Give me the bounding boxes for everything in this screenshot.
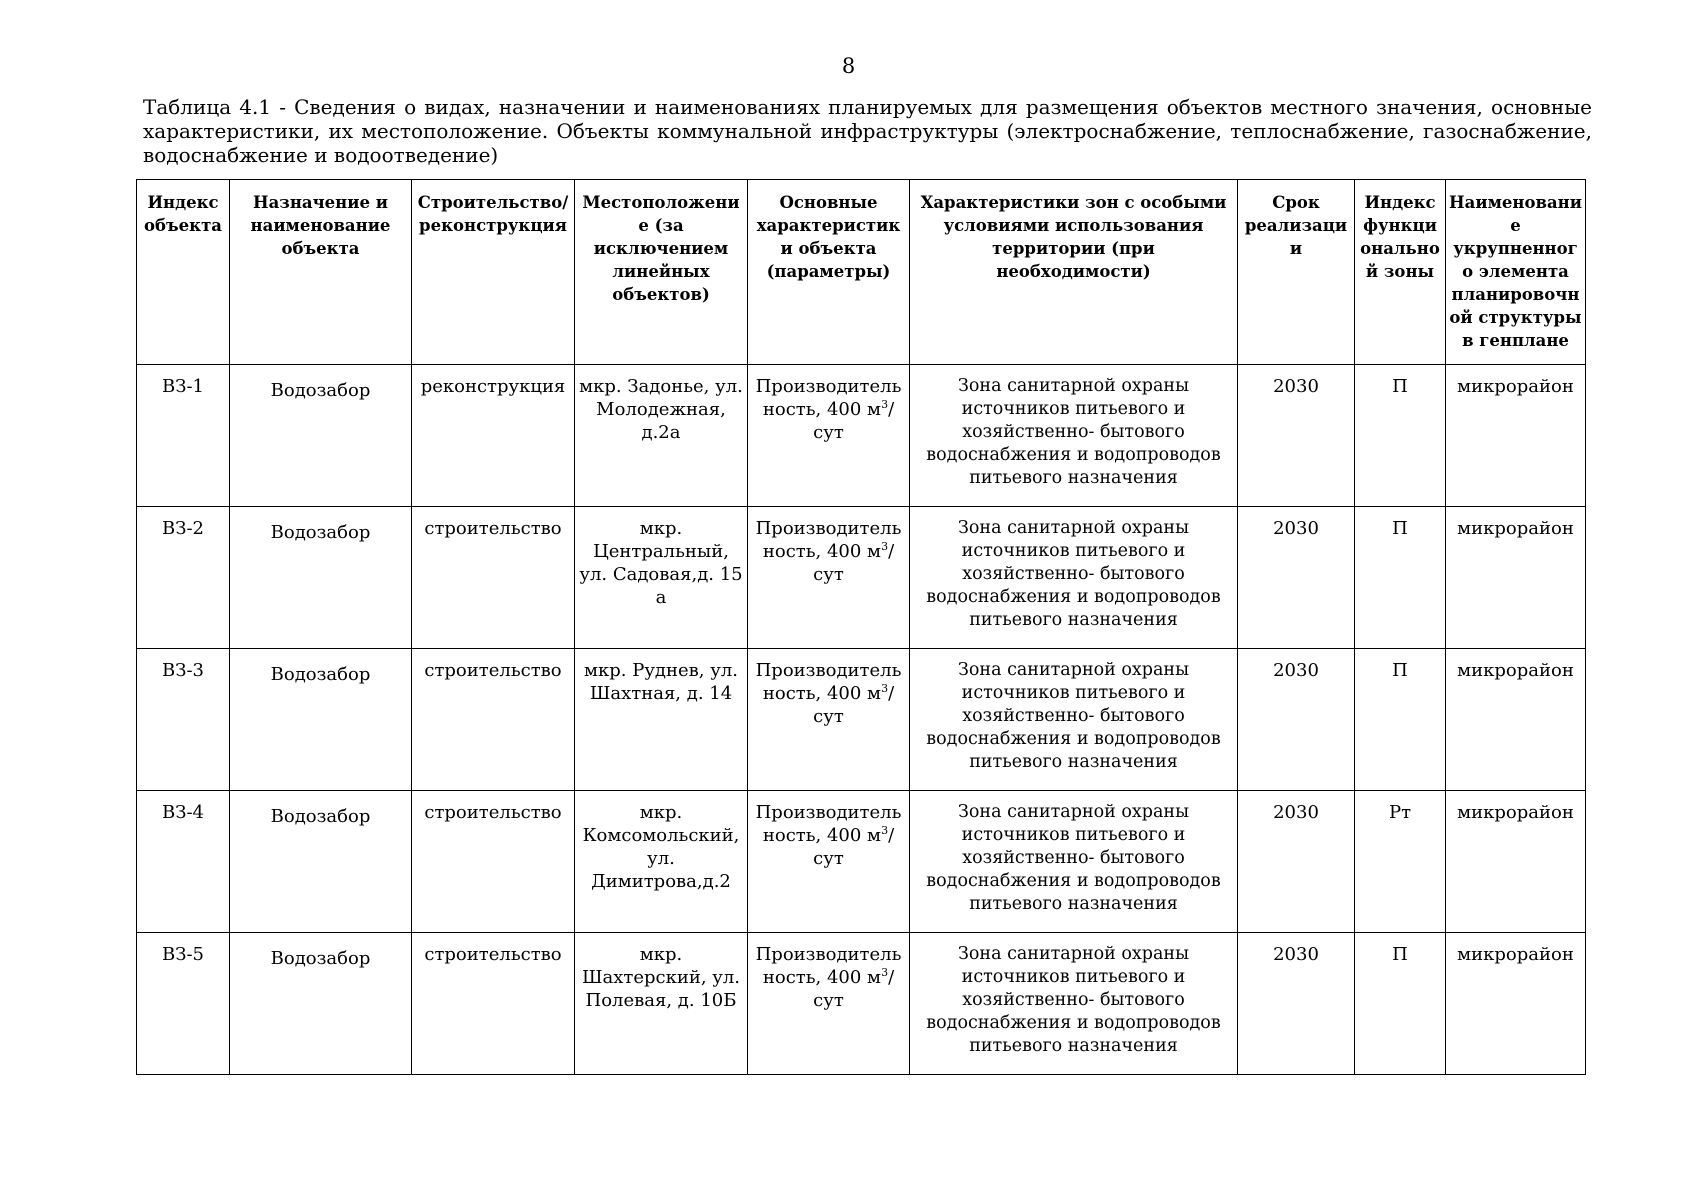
table-row [137,649,1586,791]
param-text: Производительность, 400 м [755,660,902,704]
header-planning-element: Наименовани е укрупненног о элемента планировочн ой структуры в генплане [1446,180,1586,365]
cell-construction-type: строительство [412,507,575,649]
cell-main-characteristics [748,933,910,1075]
cell-location: мкр. Шахтерский, ул. Полевая, д. 10Б [575,933,748,1075]
table-row [137,365,1586,507]
header-zone-characteristics: Характеристики зон с особыми условиями использования территории (при необходимости) [910,180,1238,365]
param-superscript: 3 [881,966,889,979]
cell-main-characteristics [748,791,910,933]
param-superscript: 3 [881,398,889,411]
header-main-characteristics: Основные характеристик и объекта (параметры) [748,180,910,365]
header-functional-zone-index: Индекс функци онально й зоны [1355,180,1446,365]
cell-zone-characteristics: Зона санитарной охраны источников питьевого и хозяйственно- бытового водоснабжения и водопроводов питьевого назначения [910,791,1238,933]
cell-zone-characteristics: Зона санитарной охраны источников питьевого и хозяйственно- бытового водоснабжения и водопроводов питьевого назначения [910,933,1238,1075]
header-construction-type: Строительство/ реконструкция [412,180,575,365]
cell-implementation-term: 2030 [1238,507,1355,649]
table-body [137,365,1586,1075]
cell-location: мкр. Комсомольский,ул. Димитрова,д.2 [575,791,748,933]
param-text: Производительность, 400 м [755,518,902,562]
header-object-name: Назначение и наименование объекта [230,180,412,365]
cell-main-characteristics [748,507,910,649]
cell-location: мкр. Задонье, ул. Молодежная, д.2а [575,365,748,507]
cell-construction-type: строительство [412,649,575,791]
cell-planning-element: микрорайон [1446,365,1586,507]
cell-implementation-term: 2030 [1238,365,1355,507]
cell-implementation-term: 2030 [1238,649,1355,791]
cell-functional-zone-index: Рт [1355,791,1446,933]
cell-construction-type: реконструкция [412,365,575,507]
cell-implementation-term: 2030 [1238,933,1355,1075]
param-unit: /сут [813,399,895,443]
cell-main-characteristics [748,649,910,791]
cell-planning-element: микрорайон [1446,649,1586,791]
cell-construction-type: строительство [412,933,575,1075]
param-superscript: 3 [881,540,889,553]
table-row [137,791,1586,933]
cell-zone-characteristics: Зона санитарной охраны источников питьевого и хозяйственно- бытового водоснабжения и водопроводов питьевого назначения [910,365,1238,507]
cell-object-index: ВЗ-3 [137,649,230,791]
table-row [137,507,1586,649]
cell-object-index: ВЗ-5 [137,933,230,1075]
table-row [137,933,1586,1075]
header-object-index: Индекс объекта [137,180,230,365]
cell-functional-zone-index: П [1355,649,1446,791]
cell-object-name: Водозабор [230,649,412,791]
cell-construction-type: строительство [412,791,575,933]
table-header-row [137,180,1586,365]
header-location: Местоположение (за исключением линейных объектов) [575,180,748,365]
cell-zone-characteristics: Зона санитарной охраны источников питьевого и хозяйственно- бытового водоснабжения и водопроводов питьевого назначения [910,649,1238,791]
cell-object-index: ВЗ-4 [137,791,230,933]
cell-planning-element: микрорайон [1446,507,1586,649]
param-superscript: 3 [881,824,889,837]
cell-object-index: ВЗ-1 [137,365,230,507]
objects-table [136,179,1586,1075]
cell-object-index: ВЗ-2 [137,507,230,649]
cell-object-name: Водозабор [230,365,412,507]
param-unit: /сут [813,967,895,1011]
header-implementation-term: Срок реализаци и [1238,180,1355,365]
table-caption: Таблица 4.1 - Сведения о видах, назначении и наименованиях планируемых для размещения объектов местного значения, основные характеристики, их местоположение. Объекты коммунальной инфраструктуры (электроснабжение, теплоснабжение, газоснабжение, водоснабжение и водоотведение) [143,95,1592,167]
cell-planning-element: микрорайон [1446,791,1586,933]
cell-functional-zone-index: П [1355,507,1446,649]
cell-location: мкр. Руднев, ул. Шахтная, д. 14 [575,649,748,791]
param-unit: /сут [813,541,895,585]
cell-object-name: Водозабор [230,791,412,933]
cell-implementation-term: 2030 [1238,791,1355,933]
param-text: Производительность, 400 м [755,376,902,420]
param-unit: /сут [813,683,895,727]
param-unit: /сут [813,825,895,869]
cell-functional-zone-index: П [1355,365,1446,507]
cell-object-name: Водозабор [230,933,412,1075]
param-text: Производительность, 400 м [755,944,902,988]
cell-location: мкр. Центральный, ул. Садовая,д. 15 а [575,507,748,649]
param-text: Производительность, 400 м [755,802,902,846]
cell-main-characteristics [748,365,910,507]
cell-zone-characteristics: Зона санитарной охраны источников питьевого и хозяйственно- бытового водоснабжения и водопроводов питьевого назначения [910,507,1238,649]
page-number: 8 [841,54,856,78]
param-superscript: 3 [881,682,889,695]
cell-object-name: Водозабор [230,507,412,649]
cell-planning-element: микрорайон [1446,933,1586,1075]
cell-functional-zone-index: П [1355,933,1446,1075]
